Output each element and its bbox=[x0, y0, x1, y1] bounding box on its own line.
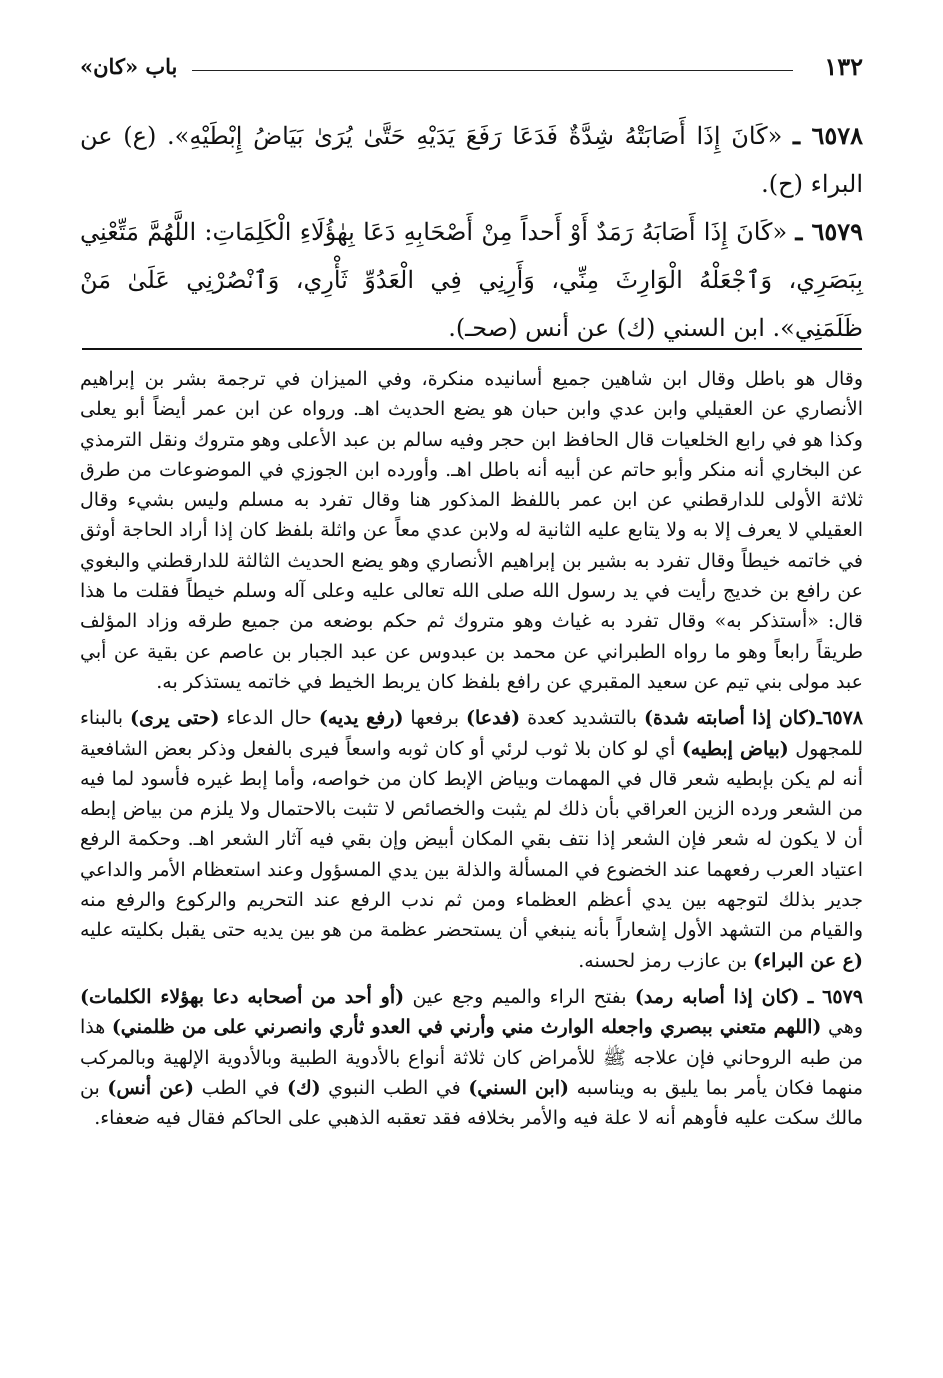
explanation-text: في الطب النبوي bbox=[320, 1076, 469, 1099]
hadith-text: «كَانَ إِذَا أَصَابَتْهُ شِدَّةٌ فَدَعَا رَفَعَ يَدَيْهِ حَتَّىٰ يُرَىٰ بَيَاضُ إِبْطَيْهِ». (ع) عن البراء (ح). bbox=[80, 122, 863, 198]
footnote-separator bbox=[82, 348, 862, 350]
explanation-text: بالبناء للمجهول bbox=[80, 707, 864, 760]
hadith-text: «كَانَ إِذَا أَصَابَهُ رَمَدٌ أَوْ أَحداً مِنْ أَصْحَابِهِ دَعَا بِهٰؤُلَاءِ الْكَلِمَاتِ: اللَّهُمَّ مَتِّعْنِي بِبَصَرِي، وَٱجْعَلْهُ الْوَارِثَ مِنِّي، وَأَرِنِي فِي الْعَدُوِّ ثَأْرِي، وَٱنْصُرْنِي عَلَىٰ مَنْ ظَلَمَنِي». ابن السني (ك) عن أنس (صحـ). bbox=[80, 218, 863, 342]
quoted-segment: (أو أحد من أصحابه دعا بهؤلاء الكلمات) bbox=[80, 985, 405, 1008]
hadith-number: ٦٥٧٨ ـ bbox=[792, 121, 863, 150]
commentary-number: ٦٥٧٩ ـ bbox=[807, 985, 863, 1008]
commentary-text bbox=[80, 364, 863, 1133]
quoted-segment: (اللهم متعني ببصري واجعله الوارث مني وأرني في العدو ثأري وانصرني على من ظلمني) bbox=[111, 1016, 822, 1039]
commentary-6578 bbox=[80, 703, 863, 976]
explanation-text: بالتشديد كعدة bbox=[520, 707, 644, 730]
explanation-text: بفتح الراء والميم وجع عين bbox=[404, 985, 635, 1008]
quoted-segment: (كان إذا أصابه رمد) bbox=[634, 985, 800, 1008]
commentary-paragraph: وقال هو باطل وقال ابن شاهين جميع أسانيده منكرة، وفي الميزان في ترجمة بشر بن إبراهيم الأنصاري عن العقيلي وابن عدي وابن حبان هو يضع الحديث اهـ. ورواه عن ابن عمر أيضاً أبو يعلى وكذا هو في رابع الخلعيات قال الحافظ ابن حجر وفيه سالم بن عبد الأعلى وهو متروك ونقل الترمذي عن البخاري أنه منكر وأبو حاتم عن أبيه أنه باطل اهـ. وأورده ابن الجوزي في الموضوعات من طرق ثلاثة الأولى للدارقطني عن ابن عمر باللفظ المذكور هنا وقال تفرد به مسلم وليس بشيء وقال العقيلي لا يعرف إلا به ولا يتابع عليه الثانية له ولابن عدي معاً عن واثلة بلفظ كان إذا أراد الحاجة أوثق في خاتمه خيطاً وقال تفرد به بشير بن إبراهيم الأنصاري وهو يضع الحديث الثالثة للدارقطني والبغوي عن رافع بن خديج رأيت في يد رسول الله صلى الله تعالى عليه وعلى آله وسلم خيطاً فقلت ما هذا قال: «أستذكر به» وقال تفرد به غياث وهو متروك ثم حكم بوضعه من جميع طرقه وزاد المؤلف طريقاً رابعاً وهو ما رواه الطبراني عن محمد بن عبدوس عن عبد الجبار بن عاصم عن بقية عن أبي عبد مولى بني تيم عن سعيد المقبري عن رافع بلفظ كان يربط الخيط في خاتمه يستذكر به. bbox=[80, 368, 863, 693]
main-hadith-text bbox=[80, 112, 863, 352]
quoted-segment: (فدعا) bbox=[465, 707, 521, 730]
explanation-text: بن مالك سكت عليه فأوهم أنه لا علة فيه والأمر بخلافه فقد تعقبه الذهبي على الحاكم فقال فيه ضعفاء. bbox=[80, 1076, 863, 1130]
hadith-6578 bbox=[80, 112, 863, 208]
explanation-text: في الطب bbox=[194, 1076, 287, 1099]
explanation-text: بن عازب رمز لحسنه. bbox=[578, 949, 754, 972]
explanation-text: أي لو كان بلا ثوب لرئي أو كان ثوبه واسعاً فيرى بالفعل وذكر بعض الشافعية أنه لم يكن بإبطيه شعر قال في المهمات وبياض الإبط كان من خواصه، وأما إبط غيره فأسود لما فيه من الشعر ورده الزين العراقي بأن ذلك لم يثبت والخصائص لا تثبت بالاحتمال ولا يلزم من بياض إبطه أن لا يكون له شعر فإن الشعر إذا نتف بقي المكان أبيض وإن بقي فيه آثار الشعر اهـ. وحكمة الرفع اعتياد العرب رفعهما عند الخضوع في المسألة والذلة بين يدي المسؤول وعند استعظام الأمر والداعي جدير بذلك لتوجهه بين يدي أعظم العظماء ومن ثم ندب الرفع عند التحريم والركوع والرفع منه والقيام من التشهد الأول إشعاراً بأنه ينبغي أن يستحضر عظمة من هو بين يديه حتى يقبل بكليته عليه bbox=[80, 737, 863, 942]
quoted-segment: (كان إذا أصابته شدة) bbox=[643, 707, 817, 730]
quoted-segment: (حتى يرى) bbox=[130, 707, 220, 730]
quoted-segment: (ع عن البراء) bbox=[753, 949, 863, 972]
header-rule bbox=[192, 70, 793, 71]
quoted-segment: (رفع يديه) bbox=[318, 707, 404, 730]
running-title: باب «كان» bbox=[80, 54, 178, 79]
quoted-segment: (ك) bbox=[286, 1076, 321, 1099]
page-number: ١٣٢ bbox=[824, 52, 863, 81]
hadith-6579 bbox=[80, 208, 863, 352]
page-header bbox=[80, 52, 863, 88]
commentary-6579 bbox=[80, 982, 863, 1133]
hadith-number: ٦٥٧٩ ـ bbox=[795, 217, 864, 246]
explanation-text: هذا من طبه الروحاني فإن علاجه ﷺ للأمراض كان ثلاثة أنواع بالأدوية الطبية وبالأدوية الإلهية وبالمركب منهما فكان يأمر بما يليق به ويناسبه bbox=[80, 1016, 864, 1099]
quoted-segment: (بياض إبطيه) bbox=[681, 737, 789, 760]
explanation-text: حال الدعاء bbox=[219, 707, 319, 730]
explanation-text: برفعها bbox=[403, 707, 466, 730]
explanation-text: وهي bbox=[821, 1016, 863, 1039]
quoted-segment: (عن أنس) bbox=[107, 1076, 195, 1099]
quoted-segment: (ابن السني) bbox=[468, 1076, 570, 1099]
commentary-number: ٦٥٧٨ـ bbox=[816, 707, 864, 730]
